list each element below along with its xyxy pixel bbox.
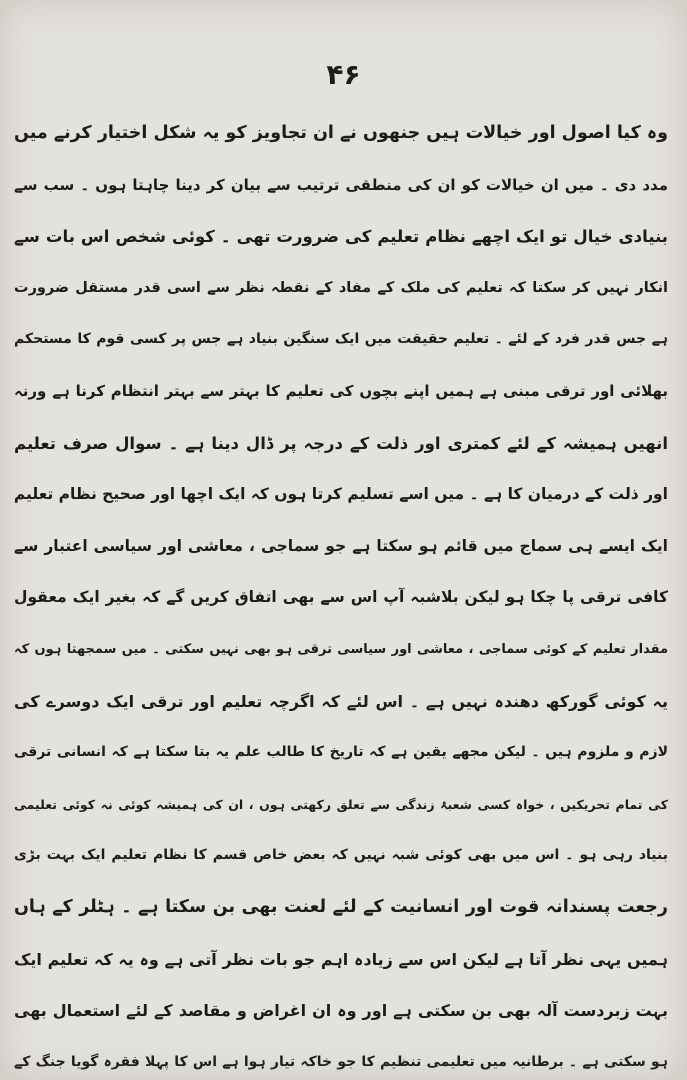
body-text <box>14 108 668 1080</box>
text-line: اور ذلت کے درمیان کا ہے ۔ میں اسے تسلیم کرتا ہوں کہ ایک اچھا اور صحیح نظام تعلیم <box>14 485 668 504</box>
text-line: لازم و ملزوم ہیں ۔ لیکن مجھے یقین ہے کہ تاریخ کا طالب علم یہ بتا سکتا ہے کہ انسانی ترقی <box>14 744 668 761</box>
text-line: انکار نہیں کر سکتا کہ تعلیم کی ملک کے مفاد کے نقطہ نظر سے اسی قدر مستقل ضرورت <box>14 279 668 296</box>
page-number: ۴۶ <box>326 58 361 91</box>
text-line: بنیاد رہی ہو ۔ اس میں بھی کوئی شبہ نہیں کہ بعض خاص قسم کا نظام تعلیم ایک بہت بڑی <box>14 847 668 864</box>
text-line: بنیادی خیال تو ایک اچھے نظام تعلیم کی ضرورت تھی ۔ کوئی شخص اس بات سے <box>14 227 668 247</box>
text-line: کافی ترقی پا چکا ہو لیکن بلاشبہ آپ اس سے بھی اتفاق کریں گے کہ بغیر ایک معقول <box>14 588 668 607</box>
text-line: ہمیں یہی نظر آتا ہے لیکن اس سے زیادہ اہم جو بات نظر آتی ہے وہ یہ کہ تعلیم ایک <box>14 949 668 969</box>
text-line: بہت زبردست آلہ بھی بن سکتی ہے اور وہ ان اغراض و مقاصد کے لئے استعمال بھی <box>14 1001 668 1021</box>
text-line: مقدار تعلیم کے کوئی سماجی ، معاشی اور سیاسی ترقی ہو بھی نہیں سکتی ۔ میں سمجھتا ہوں کہ <box>14 641 668 657</box>
text-line: ایک ایسے ہی سماج میں قائم ہو سکتا ہے جو سماجی ، معاشی اور سیاسی اعتبار سے <box>14 536 668 555</box>
text-line: ہے جس قدر فرد کے لئے ۔ تعلیم حقیقت میں ایک سنگین بنیاد ہے جس پر کسی قوم کا مستحکم <box>14 331 668 348</box>
text-line: ہو سکتی ہے ۔ برطانیہ میں تعلیمی تنظیم کا جو خاکہ تیار ہوا ہے اس کا پہلا فقرہ گویا جنگ کے <box>14 1053 668 1070</box>
text-line: یہ کوئی گورکھ دھندہ نہیں ہے ۔ اس لئے کہ اگرچہ تعلیم اور ترقی ایک دوسرے کی <box>14 691 668 711</box>
text-line: رجعت پسندانہ قوت اور انسانیت کے لئے لعنت بھی بن سکتا ہے ۔ ہٹلر کے ہاں <box>14 896 668 917</box>
text-line: انھیں ہمیشہ کے لئے کمتری اور ذلت کے درجہ پر ڈال دینا ہے ۔ سوال صرف تعلیم <box>14 433 668 453</box>
text-line: کی تمام تحریکیں ، خواہ کسی شعبۂ زندگی سے تعلق رکھتی ہوں ، ان کی ہمیشہ کوئی نہ کوئی تعلیمی <box>14 796 668 812</box>
text-line: مدد دی ۔ میں ان خیالات کو ان کی منطقی ترتیب سے بیان کر دینا چاہتا ہوں ۔ سب سے <box>14 175 668 194</box>
text-line: وہ کیا اصول اور خیالات ہیں جنھوں نے ان تجاویز کو یہ شکل اختیار کرنے میں <box>14 123 668 143</box>
text-line: بھلائی اور ترقی مبنی ہے ہمیں اپنے بچوں کی تعلیم کا بہتر سے بہتر انتظام کرنا ہے ورنہ <box>14 381 668 400</box>
